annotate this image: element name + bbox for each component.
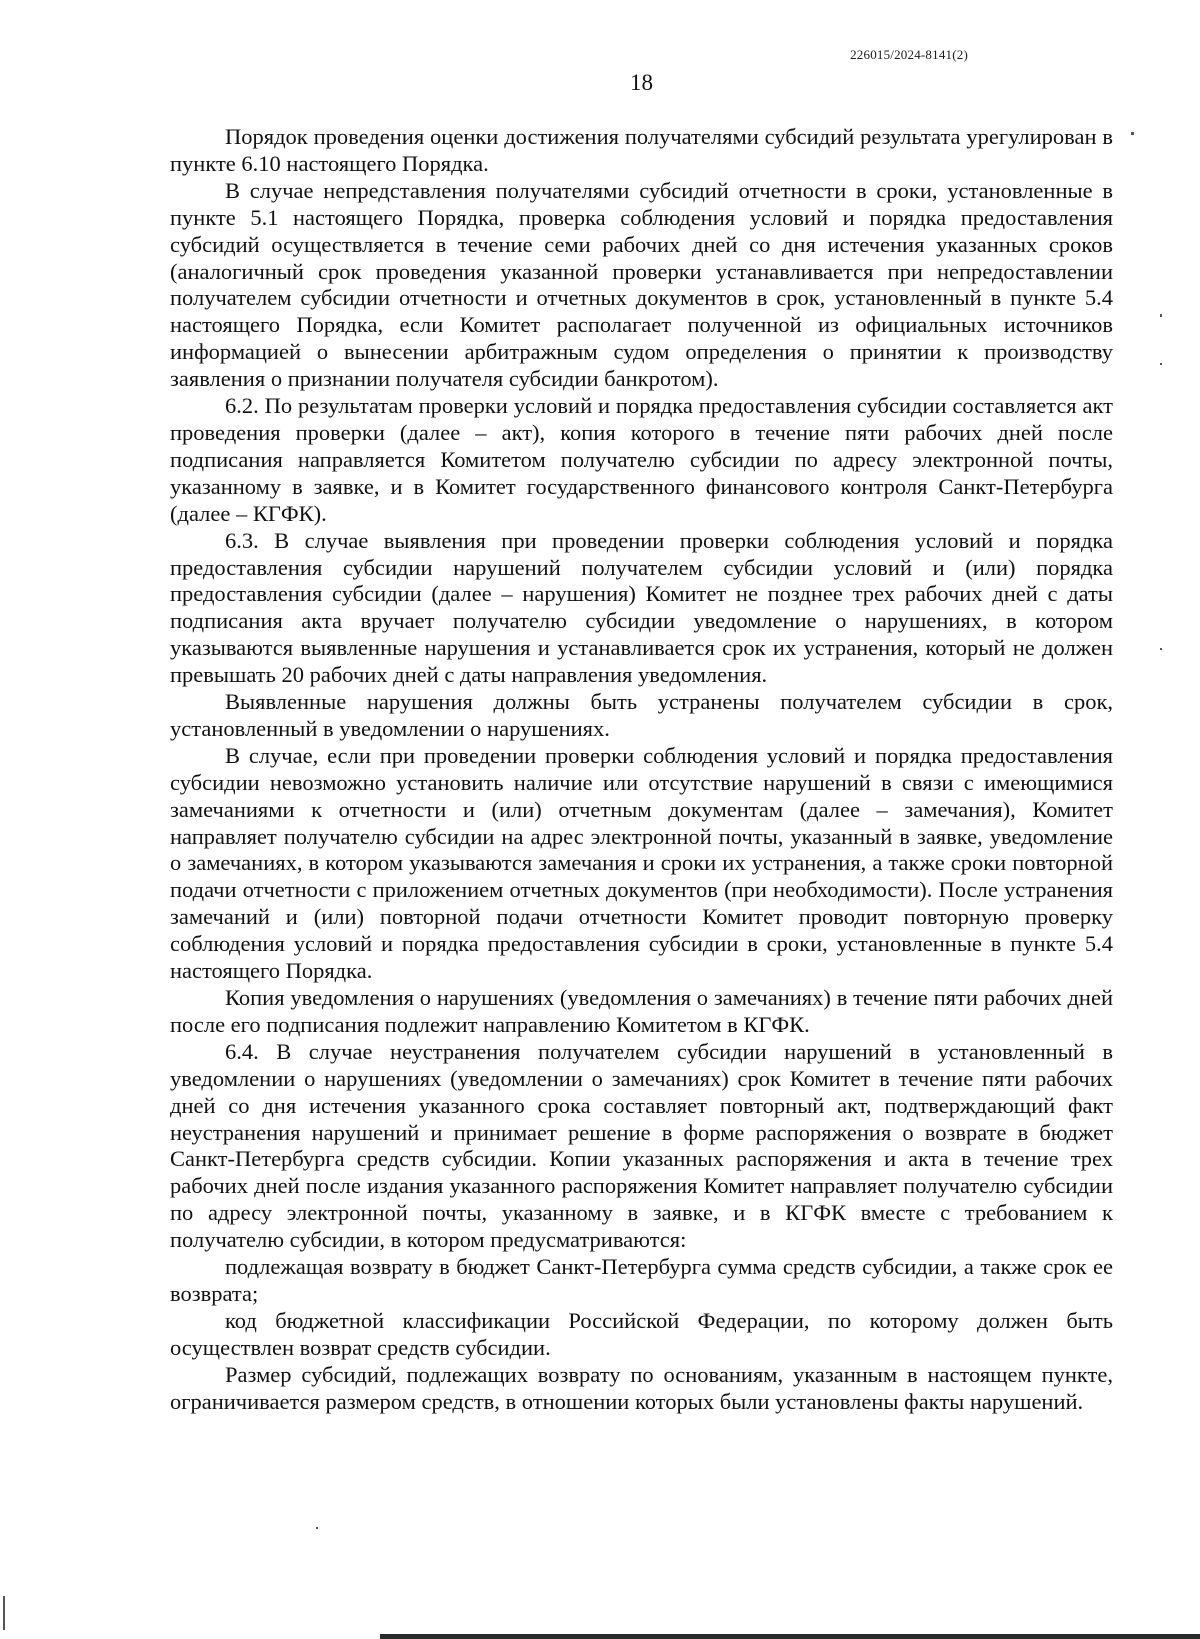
scan-speck — [316, 1527, 318, 1529]
bottom-page-edge — [380, 1634, 1200, 1639]
scan-speck — [1160, 363, 1162, 365]
document-body — [170, 124, 1113, 1416]
paragraph-evaluation-procedure: Порядок проведения оценки достижения получателями субсидий результата урегулирован в пункте 6.10 настоящего Порядка. — [170, 124, 1113, 176]
paragraph-6-2: 6.2. По результатам проверки условий и порядка предоставления субсидии составляется акт проведения проверки (далее – акт), копия которого в течение пяти рабочих дней после подписания направляется Комитетом получателю субсидии по адресу электронной почты, указанному в заявке, и в Комитет государственного финансового контроля Санкт-Петербурга (далее – КГФК). — [170, 393, 1113, 526]
paragraph-6-3: 6.3. В случае выявления при проведении проверки соблюдения условий и порядка предоставления субсидии нарушений получателем субсидии условий и (или) порядка предоставления субсидии (далее – нарушения) Комитет не позднее трех рабочих дней с даты подписания акта вручает получателю субсидии уведомление о нарушениях, в котором указываются выявленные нарушения и устанавливается срок их устранения, который не должен превышать 20 рабочих дней с даты направления уведомления. — [170, 527, 1113, 688]
paragraph-budget-code: код бюджетной классификации Российской Федерации, по которому должен быть осуществлен возврат средств субсидии. — [170, 1307, 1113, 1360]
paragraph-6-4: 6.4. В случае неустранения получателем субсидии нарушений в установленный в уведомлении о нарушениях (уведомлении о замечаниях) срок Комитет в течение пяти рабочих дней со дня истечения указанного срока составляет повторный акт, подтверждающий факт неустранения нарушений и принимает решение в форме распоряжения о возврате в бюджет Санкт-Петербурга средств субсидии. Копии указанных распоряжения и акта в течение трех рабочих дней после издания указанного распоряжения Комитет направляет получателю субсидии по адресу электронной почты, указанному в заявке, и в КГФК вместе с требованием к получателю субсидии, в котором предусматриваются: — [170, 1038, 1113, 1253]
paragraph-notice-copy: Копия уведомления о нарушениях (уведомления о замечаниях) в течение пяти рабочих дней после его подписания подлежит направлению Комитетом в КГФК. — [170, 985, 1113, 1037]
paragraph-remarks-notice: В случае, если при проведении проверки соблюдения условий и порядка предоставления субсидии невозможно установить наличие или отсутствие нарушений в связи с имеющимися замечаниями к отчетности и (или) отчетным документам (далее – замечания), Комитет направляет получателю субсидии на адрес электронной почты, указанный в заявке, уведомление о замечаниях, в котором указываются замечания и сроки их устранения, а также сроки повторной подачи отчетности с приложением отчетных документов (при необходимости). После устранения замечаний и (или) повторной подачи отчетности Комитет проводит повторную проверку соблюдения условий и порядка предоставления субсидии в сроки, установленные в пункте 5.4 настоящего Порядка. — [170, 742, 1113, 984]
paragraph-violations-remedy: Выявленные нарушения должны быть устранены получателем субсидии в срок, установленный в уведомлении о нарушениях. — [170, 689, 1113, 741]
scan-edge-mark — [3, 1596, 5, 1630]
scan-speck — [1131, 132, 1134, 135]
scan-speck — [1160, 314, 1162, 317]
scan-speck — [1160, 648, 1162, 650]
paragraph-refund-limit: Размер субсидий, подлежащих возврату по основаниям, указанным в настоящем пункте, ограничивается размером средств, в отношении которых были установлены факты нарушений. — [170, 1361, 1113, 1414]
document-id: 226015/2024-8141(2) — [850, 47, 968, 62]
paragraph-nonsubmission-check: В случае непредставления получателями субсидий отчетности в сроки, установленные в пункте 5.1 настоящего Порядка, проверка соблюдения условий и порядка предоставления субсидий осуществляется в течение семи рабочих дней со дня истечения указанных сроков (аналогичный срок проведения указанной проверки устанавливается при непредоставлении получателем субсидии отчетности и отчетных документов в срок, установленный в пункте 5.4 настоящего Порядка, если Комитет располагает полученной из официальных источников информацией о вынесении арбитражным судом определения о принятии к производству заявления о признании получателя субсидии банкротом). — [170, 177, 1113, 392]
page-number: 18 — [630, 70, 653, 95]
paragraph-refund-amount: подлежащая возврату в бюджет Санкт-Петербурга сумма средств субсидии, а также срок ее возврата; — [170, 1254, 1113, 1306]
